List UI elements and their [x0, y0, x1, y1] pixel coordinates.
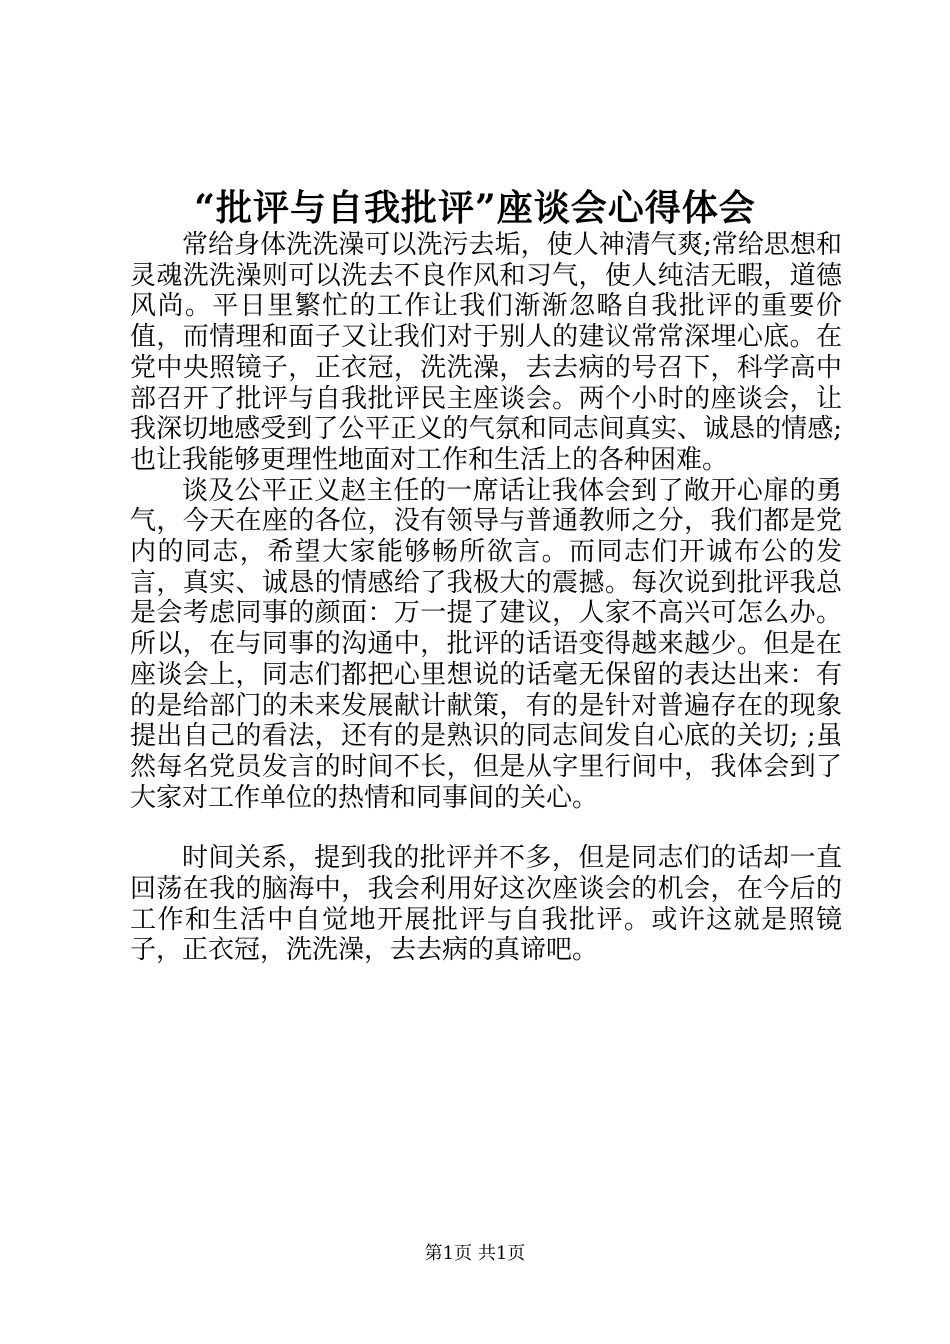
document-title: “批评与自我批评”座谈会心得体会 — [194, 187, 756, 229]
paragraph-1: 常给身体洗洗澡可以洗污去垢，使人神清气爽;常给思想和灵魂洗洗澡则可以洗去不良作风和习气，使人纯洁无暇，道德风尚。平日里繁忙的工作让我们渐渐忽略自我批评的重要价值，而情理和面子又让我们对于别人的建议常常深埋心底。在党中央照镜子，正衣冠，洗洗澡，去去病的号召下，科学高中部召开了批评与自我批评民主座谈会。两个小时的座谈会，让我深切地感受到了公平正义的气氛和同志间真实、诚恳的情感;也让我能够更理性地面对工作和生活上的各种困难。 — [130, 230, 842, 475]
page-footer: 第1页 共1页 — [424, 1243, 526, 1264]
document-body — [130, 230, 842, 966]
paragraph-2: 谈及公平正义赵主任的一席话让我体会到了敞开心扉的勇气，今天在座的各位，没有领导与普通教师之分，我们都是党内的同志，希望大家能够畅所欲言。而同志们开诚布公的发言，真实、诚恳的情感给了我极大的震撼。每次说到批评我总是会考虑同事的颜面：万一提了建议，人家不高兴可怎么办。所以，在与同事的沟通中，批评的话语变得越来越少。但是在座谈会上，同志们都把心里想说的话毫无保留的表达出来：有的是给部门的未来发展献计献策，有的是针对普遍存在的现象提出自己的看法，还有的是熟识的同志间发自心底的关切; ;虽然每名党员发言的时间不长，但是从字里行间中，我体会到了大家对工作单位的热情和同事间的关心。 — [130, 475, 842, 813]
paragraph-gap — [130, 813, 842, 843]
paragraph-3: 时间关系，提到我的批评并不多，但是同志们的话却一直回荡在我的脑海中，我会利用好这次座谈会的机会，在今后的工作和生活中自觉地开展批评与自我批评。或许这就是照镜子，正衣冠，洗洗澡，去去病的真谛吧。 — [130, 843, 842, 966]
